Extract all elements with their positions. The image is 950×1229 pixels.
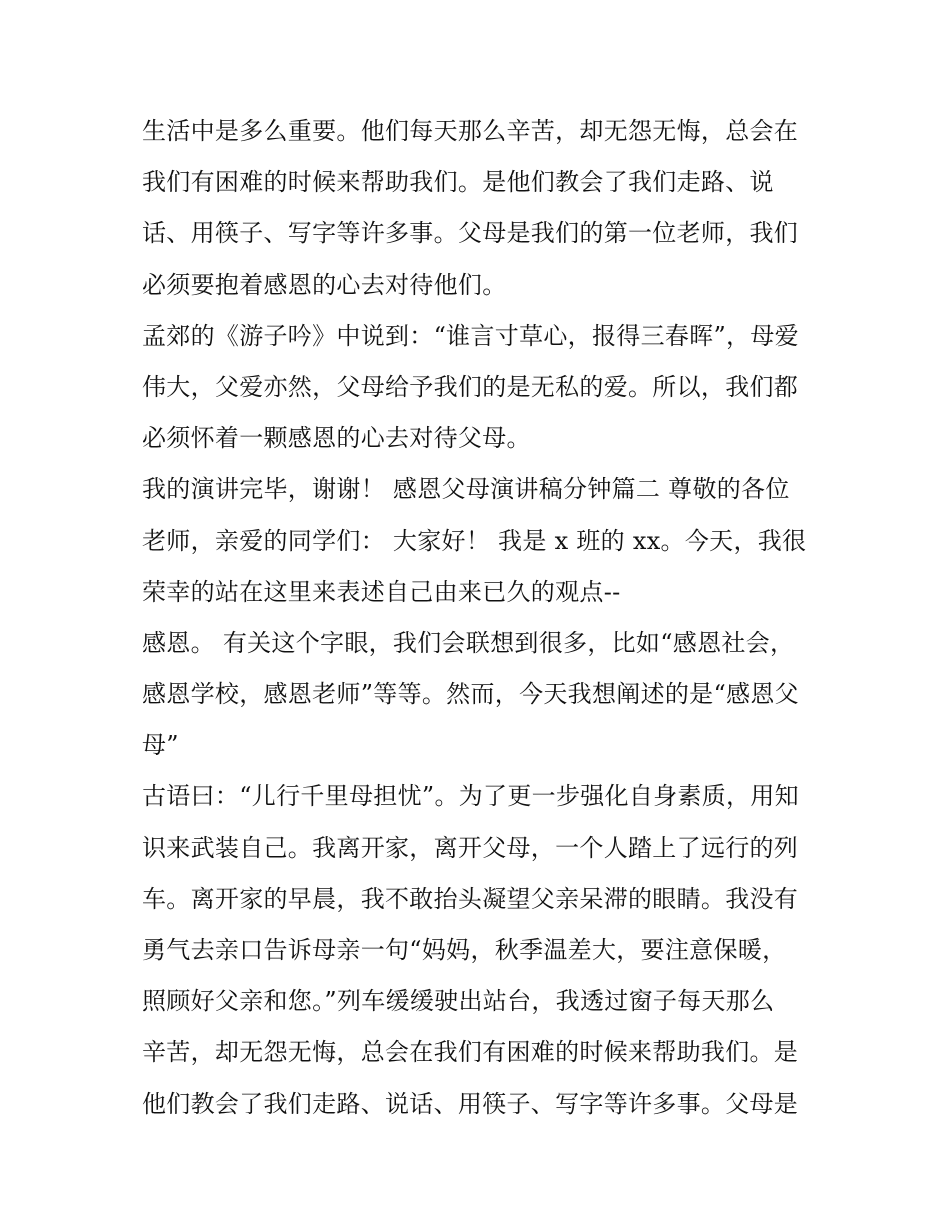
text-line: 母” (142, 731, 179, 760)
text-line: 我的演讲完毕，谢谢！ 感恩父母演讲稿分钟篇二 尊敬的各位 (142, 475, 790, 504)
text-line: 感恩。 有关这个字眼，我们会联想到很多，比如“感恩社会， (142, 628, 795, 657)
text-line: 古语曰：“儿行千里母担忧”。为了更一步强化自身素质，用知 (142, 782, 799, 811)
text-line: 勇气去亲口告诉母亲一句“妈妈，秋季温差大，要注意保暖， (142, 936, 787, 964)
text-line: 必须要抱着感恩的心去对待他们。 (142, 270, 507, 299)
text-line: 话、用筷子、写字等许多事。父母是我们的第一位老师，我们 (142, 219, 799, 248)
text-line: 识来武装自己。我离开家，离开父母，一个人踏上了远行的列 (142, 833, 799, 862)
text-line: 伟大，父爱亦然，父母给予我们的是无私的爱。所以，我们都 (142, 372, 799, 401)
text-line: 老师，亲爱的同学们： 大家好！ 我是 x 班的 xx。今天，我很 (142, 526, 807, 555)
text-line: 他们教会了我们走路、说话、用筷子、写字等许多事。父母是 (142, 1089, 799, 1118)
text-line: 荣幸的站在这里来表述自己由来已久的观点-- (142, 577, 621, 606)
text-line: 感恩学校，感恩老师”等等。然而，今天我想阐述的是“感恩父 (142, 680, 799, 709)
text-line: 我们有困难的时候来帮助我们。是他们教会了我们走路、说 (142, 168, 774, 197)
text-line: 必须怀着一颗感恩的心去对待父母。 (142, 424, 531, 453)
text-line: 生活中是多么重要。他们每天那么辛苦，却无怨无悔，总会在 (142, 117, 799, 145)
text-line: 孟郊的《游子吟》中说到：“谁言寸草心，报得三春晖”，母爱 (142, 321, 799, 350)
text-line: 车。离开家的早晨，我不敢抬头凝望父亲呆滞的眼睛。我没有 (142, 884, 799, 913)
text-line: 照顾好父亲和您。”列车缓缓驶出站台，我透过窗子每天那么 (142, 987, 775, 1016)
document-body (142, 106, 822, 1130)
text-line: 辛苦，却无怨无悔，总会在我们有困难的时候来帮助我们。是 (142, 1038, 799, 1067)
